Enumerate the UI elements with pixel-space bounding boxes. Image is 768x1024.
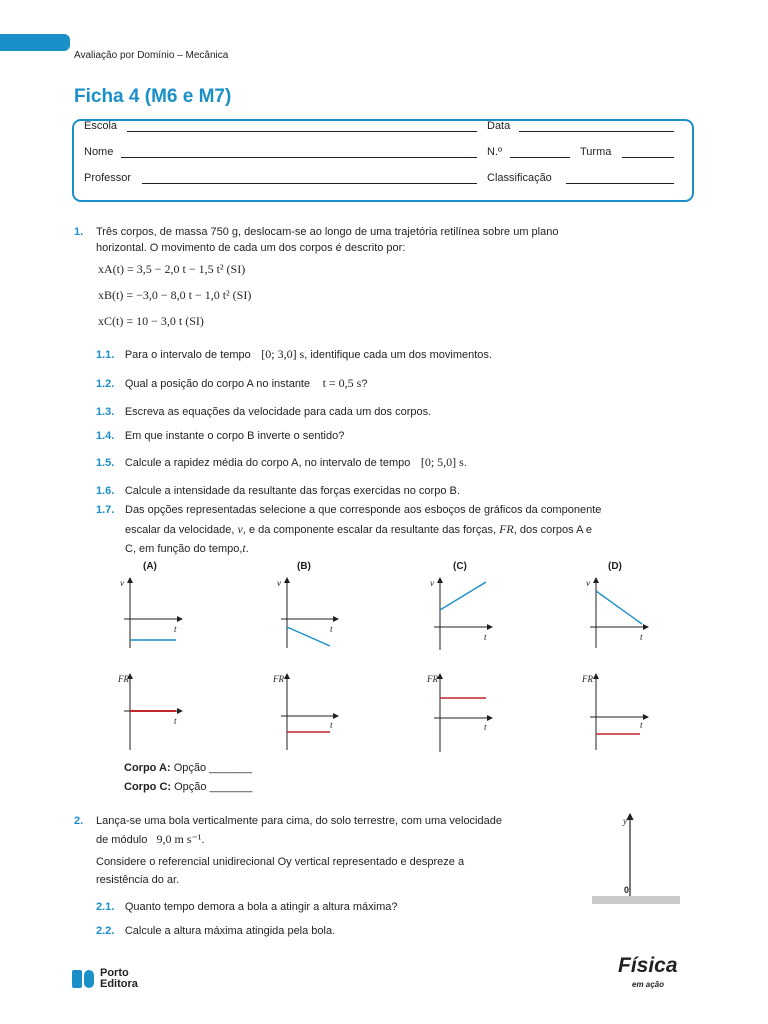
- subquestion-text: Para o intervalo de tempo: [124, 349, 251, 361]
- axis-label-v-a: v: [120, 578, 124, 588]
- subquestion-number: 1.5.: [96, 457, 115, 469]
- subquestion-after: ?: [361, 378, 368, 390]
- line2-text: de módulo: [96, 834, 148, 846]
- subquestion-after: .: [463, 457, 467, 469]
- subquestion-number: 1.6.: [96, 485, 115, 497]
- date-field[interactable]: [519, 131, 674, 132]
- grade-label: Classificação: [487, 172, 552, 184]
- question-1-line2: horizontal. O movimento de cada um dos corpos é descrito por:: [96, 242, 406, 254]
- option-a-label: (A): [143, 561, 157, 572]
- velocity-symbol: v: [237, 522, 243, 536]
- subquestion-1-5: [96, 453, 467, 471]
- question-2-line4: resistência do ar.: [96, 874, 180, 886]
- equation-b: xB(t) = −3,0 − 8,0 t − 1,0 t² (SI): [98, 288, 252, 302]
- interval-math: [0; 5,0] s: [420, 455, 464, 469]
- answer-a-label: Corpo A:: [124, 762, 171, 774]
- origin-label: 0: [624, 885, 630, 895]
- grade-field[interactable]: [566, 183, 674, 184]
- subquestion-number: 1.1.: [96, 349, 115, 361]
- axis-label-t-d: t: [640, 632, 643, 642]
- answer-corpo-a: [124, 762, 252, 774]
- subquestion-1-1: [96, 345, 492, 363]
- instant-math: t = 0,5 s: [322, 376, 362, 390]
- subquestion-1-7-line2: [125, 522, 592, 538]
- teacher-label: Professor: [84, 172, 132, 184]
- number-field[interactable]: [510, 157, 570, 158]
- time-symbol: t: [242, 541, 246, 555]
- axis-label-fr-d: FR: [582, 674, 593, 684]
- velocity-line-d: [596, 591, 642, 624]
- answer-c-label: Corpo C:: [124, 781, 172, 793]
- brand-title: Física: [618, 954, 678, 977]
- subquestion-text: Calcule a rapidez média do corpo A, no intervalo de tempo: [124, 457, 411, 469]
- equation-c: xC(t) = 10 − 3,0 t (SI): [98, 314, 204, 328]
- axis-label-t-c: t: [484, 632, 487, 642]
- subquestion-number: 2.1.: [96, 901, 115, 913]
- axis-label-t2-b: t: [330, 720, 333, 730]
- subquestion-text: Em que instante o corpo B inverte o sentido?: [124, 430, 345, 442]
- subquestion-1-3: [96, 402, 431, 420]
- ground: [592, 896, 680, 904]
- subquestion-1-4: [96, 426, 344, 444]
- axis-label-fr-b: FR: [273, 674, 284, 684]
- subquestion-1-2: [96, 374, 367, 392]
- speed-value: 9,0 m s⁻¹: [156, 832, 202, 846]
- interval-math: [0; 3,0] s: [261, 347, 305, 361]
- answer-corpo-c: [124, 781, 252, 793]
- school-field[interactable]: [127, 131, 477, 132]
- class-field[interactable]: [622, 157, 674, 158]
- axis-label-fr-a: FR: [118, 674, 129, 684]
- name-label: Nome: [84, 146, 114, 158]
- publisher-line1: Porto: [100, 967, 129, 979]
- subquestion-1-7-line1: Das opções representadas selecione a que corresponde aos esboços de gráficos da componente: [125, 504, 602, 516]
- y-axis-label: y: [623, 816, 627, 826]
- axis-label-v-b: v: [277, 578, 281, 588]
- class-label: Turma: [580, 146, 612, 158]
- question-2-number: 2.: [74, 815, 84, 827]
- subquestion-2-2: [96, 921, 335, 939]
- axis-label-t-a: t: [174, 624, 177, 634]
- subquestion-text: Calcule a altura máxima atingida pela bola.: [124, 925, 336, 937]
- answer-a-field[interactable]: Opção _______: [173, 762, 252, 774]
- option-graphs: [110, 570, 670, 760]
- question-2-line3: Considere o referencial unidirecional Oy vertical representado e despreze a: [96, 856, 465, 868]
- velocity-line-b: [287, 627, 330, 646]
- subquestion-2-1: [96, 897, 398, 915]
- subquestion-number: 1.2.: [96, 378, 115, 390]
- subquestion-text: Quanto tempo demora a bola a atingir a altura máxima?: [124, 901, 398, 913]
- line3-part-a: C, em função do tempo,: [125, 543, 243, 555]
- header-kicker: Avaliação por Domínio – Mecânica: [74, 50, 229, 61]
- axis-label-fr-c: FR: [427, 674, 438, 684]
- porto-editora-icon: [72, 968, 96, 990]
- line2-part-c: , dos corpos A e: [513, 524, 593, 536]
- subquestion-1-7-line3: [125, 541, 249, 557]
- option-d-label: (D): [608, 561, 622, 572]
- equation-a: xA(t) = 3,5 − 2,0 t − 1,5 t² (SI): [98, 262, 246, 276]
- question-1-line1: Três corpos, de massa 750 g, deslocam-se ao longo de uma trajetória retilínea sobre um plano: [96, 226, 559, 238]
- option-b-label: (B): [297, 561, 311, 572]
- question-2-line2: [96, 832, 204, 848]
- subquestion-text: Calcule a intensidade da resultante das forças exercidas no corpo B.: [124, 485, 460, 497]
- school-label: Escola: [84, 120, 118, 132]
- header-tab: [0, 34, 70, 51]
- axis-label-t-b: t: [330, 624, 333, 634]
- question-2-line1: Lança-se uma bola verticalmente para cima, do solo terrestre, com uma velocidade: [96, 815, 502, 827]
- subquestion-number: 1.4.: [96, 430, 115, 442]
- line2-part-b: , e da componente escalar da resultante das forças,: [242, 524, 497, 536]
- number-label: N.º: [487, 146, 503, 158]
- line3-part-b: .: [245, 543, 249, 555]
- subquestion-text: Escreva as equações da velocidade para cada um dos corpos.: [124, 406, 432, 418]
- line2-part-a: escalar da velocidade,: [125, 524, 235, 536]
- axis-label-t2-d: t: [640, 720, 643, 730]
- line2-period: .: [201, 834, 205, 846]
- subquestion-after: , identifique cada um dos movimentos.: [304, 349, 492, 361]
- subquestion-1-6: [96, 481, 460, 499]
- name-field[interactable]: [121, 157, 477, 158]
- brand-subtitle: em ação: [632, 980, 665, 989]
- subquestion-text: Qual a posição do corpo A no instante: [124, 378, 311, 390]
- axis-label-v-d: v: [586, 578, 590, 588]
- subquestion-number: 1.3.: [96, 406, 115, 418]
- option-c-label: (C): [453, 561, 467, 572]
- porto-editora-logo: [72, 968, 138, 990]
- page-title: Ficha 4 (M6 e M7): [74, 86, 232, 107]
- subquestion-1-7-number: 1.7.: [96, 504, 115, 516]
- date-label: Data: [487, 120, 511, 132]
- teacher-field[interactable]: [142, 183, 477, 184]
- axis-label-t2-a: t: [174, 716, 177, 726]
- subquestion-number: 2.2.: [96, 925, 115, 937]
- fisica-em-acao-logo: [610, 950, 690, 996]
- question-1-number: 1.: [74, 226, 84, 238]
- oy-reference-diagram: [588, 808, 688, 908]
- velocity-line-c: [440, 582, 486, 610]
- axis-label-t2-c: t: [484, 722, 487, 732]
- publisher-line2: Editora: [100, 978, 138, 990]
- axis-label-v-c: v: [430, 578, 434, 588]
- force-symbol: FR: [499, 522, 514, 536]
- answer-c-field[interactable]: Opção _______: [174, 781, 253, 793]
